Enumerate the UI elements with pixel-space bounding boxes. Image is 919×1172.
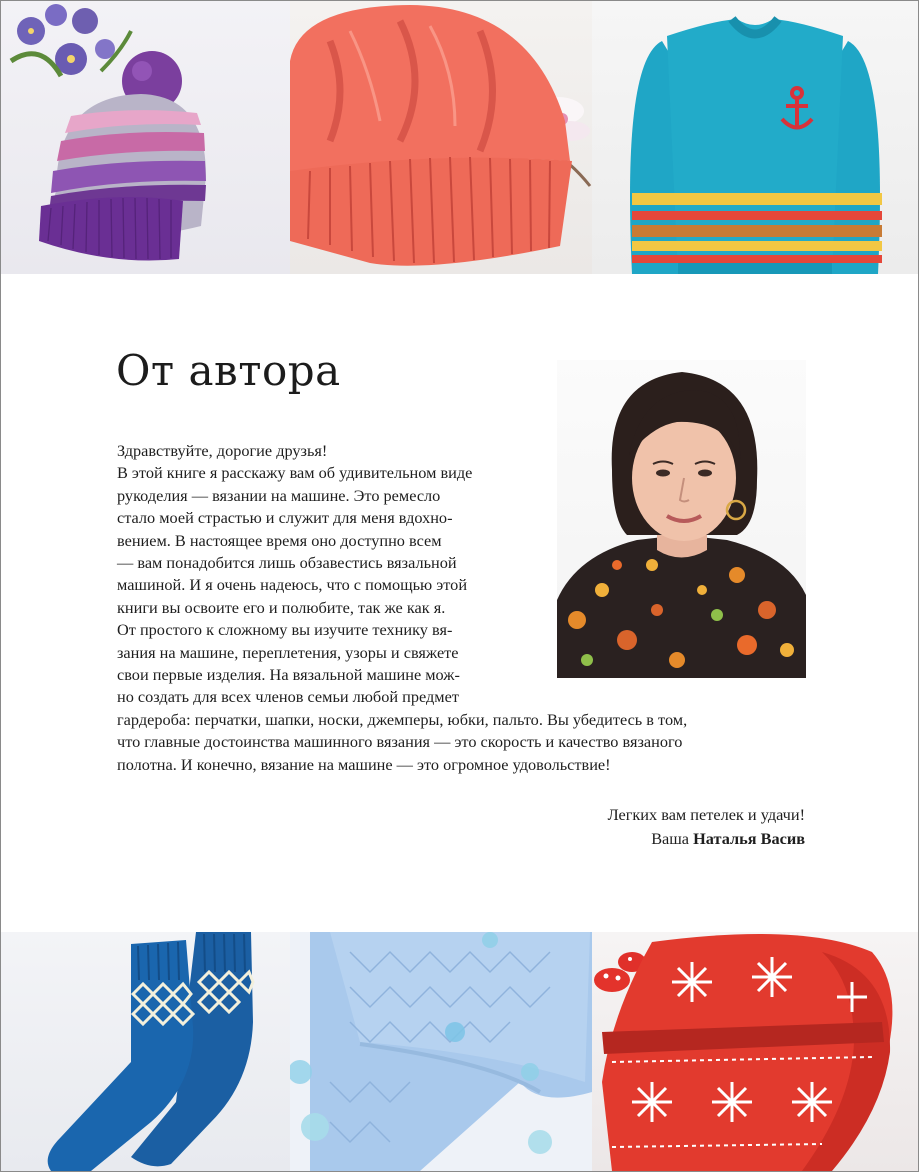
author-name: Наталья Васив: [693, 829, 805, 848]
letter-line: свои первые изделия. На вязальной машине мож-: [117, 665, 460, 685]
turquoise-anchor-sweater-photo: [592, 1, 918, 274]
letter-line: рукоделия — вязании на машине. Это ремесло: [117, 485, 441, 505]
signoff-signature: [608, 827, 805, 851]
letter-line: стало моей страстью и служит для меня вдохно-: [117, 508, 453, 528]
blue-fairisle-socks-photo: [1, 932, 290, 1171]
letter-line: полотна. И конечно, вязание на машине — это огромное удовольствие!: [117, 754, 611, 774]
page-title: От автора: [116, 346, 341, 395]
letter-line: зания на машине, переплетения, узоры и свяжете: [117, 642, 459, 662]
author-letter: [117, 440, 807, 776]
letter-line: Здравствуйте, дорогие друзья!: [117, 441, 328, 460]
flower-bouquet: [11, 4, 131, 76]
letter-line: В этой книге я расскажу вам об удивительном виде: [117, 463, 473, 483]
letter-line: книги вы освоите его и полюбите, так же как я.: [117, 597, 446, 617]
light-blue-lace-blanket-photo: [290, 932, 592, 1171]
letter-line: но создать для всех членов семьи любой предмет: [117, 687, 459, 707]
letter-signoff: [608, 803, 805, 851]
coral-cable-hat-photo: [290, 1, 592, 274]
striped-purple-hat-photo: [1, 1, 290, 274]
red-snowflake-scarf-photo: [592, 932, 918, 1171]
signoff-wish: Легких вам петелек и удачи!: [607, 805, 805, 824]
bottom-photo-strip: [1, 932, 918, 1171]
letter-line: От простого к сложному вы изучите технику вя-: [117, 620, 453, 640]
top-photo-strip: [1, 1, 918, 274]
letter-line: гардероба: перчатки, шапки, носки, джемперы, юбки, пальто. Вы убедитесь в том,: [117, 709, 688, 729]
letter-line: что главные достоинства машинного вязания — это скорость и качество вязаного: [117, 732, 683, 752]
signoff-prefix: Ваша: [651, 829, 694, 848]
letter-line: вением. В настоящее время оно доступно всем: [117, 530, 442, 550]
letter-line: машиной. И я очень надеюсь, что с помощью этой: [117, 575, 468, 595]
letter-line: — вам понадобится лишь обзавестись вязальной: [117, 553, 457, 573]
